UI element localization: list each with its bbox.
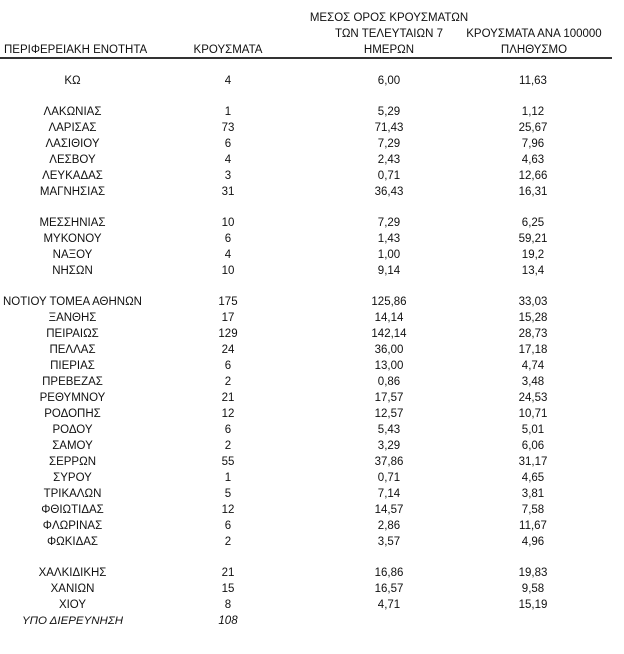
cases-cell: 10 [221, 217, 235, 229]
region-cell: ΦΘΙΩΤΙΔΑΣ [41, 504, 104, 516]
table-row [0, 613, 620, 629]
cases-cell: 2 [224, 536, 232, 548]
table-row [0, 136, 620, 152]
table-header [0, 0, 620, 58]
table-row [0, 597, 620, 613]
cases-cell: 2 [224, 440, 232, 452]
region-cell: ΛΑΡΙΣΑΣ [48, 122, 97, 134]
table-row [0, 534, 620, 550]
table-row [0, 422, 620, 438]
per100k-cell: 4,63 [521, 154, 545, 166]
table-row [0, 502, 620, 518]
table-row [0, 406, 620, 422]
table-body [0, 73, 620, 629]
cases-cell: 1 [224, 472, 232, 484]
cases-cell: 21 [221, 392, 235, 404]
table-row [0, 390, 620, 406]
cases-cell: 6 [224, 138, 232, 150]
region-cell: ΧΑΛΚΙΔΙΚΗΣ [38, 567, 107, 579]
group-spacer [0, 200, 620, 215]
per100k-cell: 19,83 [518, 567, 548, 579]
header-per100k-line2: ΠΛΗΘΥΣΜΟ [500, 44, 568, 56]
table-row [0, 518, 620, 534]
table-row [0, 565, 620, 581]
avg7-cell: 5,43 [377, 424, 401, 436]
per100k-cell: 4,74 [521, 360, 545, 372]
avg7-cell: 12,57 [374, 408, 404, 420]
table-row [0, 263, 620, 279]
per100k-cell: 59,21 [518, 233, 548, 245]
per100k-cell: 4,65 [521, 472, 545, 484]
region-cell: ΝΟΤΙΟΥ ΤΟΜΕΑ ΑΘΗΝΩΝ [3, 296, 142, 308]
per100k-cell: 1,12 [521, 106, 545, 118]
table-row [0, 168, 620, 184]
region-cell: ΧΑΝΙΩΝ [50, 583, 95, 595]
table-row [0, 294, 620, 310]
avg7-cell: 7,14 [377, 488, 401, 500]
per100k-cell: 19,2 [521, 249, 545, 261]
per100k-cell: 24,53 [518, 392, 548, 404]
per100k-cell: 17,18 [518, 344, 548, 356]
region-cell: ΥΠΟ ΔΙΕΡΕΥΝΗΣΗ [21, 615, 124, 627]
cases-cell: 4 [224, 249, 232, 261]
region-cell: ΞΑΝΘΗΣ [48, 312, 97, 324]
avg7-cell: 7,29 [377, 217, 401, 229]
cases-cell: 129 [218, 328, 238, 340]
avg7-cell: 1,43 [377, 233, 401, 245]
table-row [0, 310, 620, 326]
table-row [0, 215, 620, 231]
table-row [0, 486, 620, 502]
region-cell: ΡΕΘΥΜΝΟΥ [39, 392, 106, 404]
avg7-cell: 3,57 [377, 536, 401, 548]
per100k-cell: 15,28 [518, 312, 548, 324]
table-row [0, 326, 620, 342]
avg7-cell: 3,29 [377, 440, 401, 452]
table-row [0, 231, 620, 247]
avg7-cell: 4,71 [377, 599, 401, 611]
avg7-cell: 13,00 [374, 360, 404, 372]
per100k-cell: 3,81 [521, 488, 545, 500]
cases-cell: 12 [221, 504, 235, 516]
cases-cell: 55 [221, 456, 235, 468]
per100k-cell: 6,25 [521, 217, 545, 229]
region-cell: ΝΑΞΟΥ [52, 249, 93, 261]
per100k-cell: 31,17 [518, 456, 548, 468]
per100k-cell: 5,01 [521, 424, 545, 436]
avg7-cell: 125,86 [371, 296, 407, 308]
region-cell: ΜΥΚΟΝΟΥ [43, 233, 102, 245]
cases-cell: 17 [221, 312, 235, 324]
avg7-cell: 6,00 [377, 75, 401, 87]
avg7-cell: 7,29 [377, 138, 401, 150]
region-cell: ΦΩΚΙΔΑΣ [46, 536, 99, 548]
avg7-cell: 16,86 [374, 567, 404, 579]
cases-cell: 15 [221, 583, 235, 595]
group-spacer [0, 550, 620, 565]
table-row [0, 358, 620, 374]
cases-cell: 10 [221, 265, 235, 277]
per100k-cell: 4,96 [521, 536, 545, 548]
region-cell: ΚΩ [64, 75, 81, 87]
cases-cell: 2 [224, 376, 232, 388]
cases-cell: 73 [221, 122, 235, 134]
cases-cell: 5 [224, 488, 232, 500]
region-cell: ΡΟΔΟΥ [52, 424, 93, 436]
per100k-cell: 6,06 [521, 440, 545, 452]
per100k-cell: 10,71 [518, 408, 548, 420]
table-row [0, 454, 620, 470]
per100k-cell: 7,58 [521, 504, 545, 516]
table-row [0, 73, 620, 89]
avg7-cell: 9,14 [377, 265, 401, 277]
avg7-cell: 37,86 [374, 456, 404, 468]
table-row [0, 342, 620, 358]
per100k-cell: 15,19 [518, 599, 548, 611]
group-spacer [0, 89, 620, 104]
header-cases-label: ΚΡΟΥΣΜΑΤΑ [193, 44, 263, 56]
avg7-cell: 0,86 [377, 376, 401, 388]
table-row [0, 374, 620, 390]
region-cell: ΠΕΙΡΑΙΩΣ [46, 328, 99, 340]
region-cell: ΠΙΕΡΙΑΣ [50, 360, 95, 372]
region-cell: ΛΕΣΒΟΥ [49, 154, 96, 166]
table-row [0, 438, 620, 454]
region-cell: ΜΑΓΝΗΣΙΑΣ [39, 186, 106, 198]
avg7-cell: 14,57 [374, 504, 404, 516]
region-cell: ΝΗΣΩΝ [52, 265, 93, 277]
avg7-cell: 71,43 [374, 122, 404, 134]
avg7-cell: 1,00 [377, 249, 401, 261]
region-cell: ΡΟΔΟΠΗΣ [44, 408, 101, 420]
table-row [0, 104, 620, 120]
per100k-cell: 28,73 [518, 328, 548, 340]
table-row [0, 120, 620, 136]
cases-cell: 6 [224, 424, 232, 436]
avg7-cell: 2,86 [377, 520, 401, 532]
cases-cell: 3 [224, 170, 232, 182]
per100k-cell: 9,58 [521, 583, 545, 595]
avg7-cell: 5,29 [377, 106, 401, 118]
cases-cell: 175 [218, 296, 238, 308]
table-row [0, 152, 620, 168]
header-per100k-line1: ΚΡΟΥΣΜΑΤΑ ΑΝΑ 100000 [466, 28, 602, 40]
avg7-cell: 0,71 [377, 472, 401, 484]
region-cell: ΣΥΡΟΥ [53, 472, 92, 484]
header-avg7-line3: ΗΜΕΡΩΝ [363, 44, 415, 56]
per100k-cell: 11,67 [519, 520, 547, 532]
region-cell: ΛΑΚΩΝΙΑΣ [43, 106, 102, 118]
region-cell: ΣΕΡΡΩΝ [48, 456, 97, 468]
region-cell: ΛΑΣΙΘΙΟΥ [45, 138, 100, 150]
per100k-cell: 16,31 [518, 186, 548, 198]
cases-cell: 12 [221, 408, 235, 420]
header-avg7-line1: ΜΕΣΟΣ ΟΡΟΣ ΚΡΟΥΣΜΑΤΩΝ [309, 12, 469, 24]
per100k-cell: 25,67 [518, 122, 548, 134]
region-cell: ΛΕΥΚΑΔΑΣ [42, 170, 103, 182]
cases-cell: 4 [224, 75, 232, 87]
header-per100k [448, 26, 620, 58]
per100k-cell: 3,48 [521, 376, 545, 388]
avg7-cell: 36,00 [374, 344, 404, 356]
header-divider [0, 57, 612, 59]
header-region [2, 42, 174, 58]
per100k-cell: 12,66 [518, 170, 548, 182]
cases-cell: 31 [221, 186, 235, 198]
cases-cell: 108 [218, 615, 238, 627]
region-cell: ΧΙΟΥ [58, 599, 87, 611]
cases-cell: 24 [221, 344, 235, 356]
table-row [0, 581, 620, 597]
avg7-cell: 2,43 [377, 154, 401, 166]
group-spacer [0, 279, 620, 294]
region-cell: ΦΛΩΡΙΝΑΣ [42, 520, 103, 532]
cases-cell: 6 [224, 360, 232, 372]
avg7-cell: 17,57 [374, 392, 404, 404]
table-row [0, 184, 620, 200]
per100k-cell: 11,63 [519, 75, 547, 87]
cases-cell: 8 [224, 599, 232, 611]
per100k-cell: 33,03 [518, 296, 548, 308]
cases-cell: 4 [224, 154, 232, 166]
avg7-cell: 142,14 [371, 328, 407, 340]
region-cell: ΜΕΣΣΗΝΙΑΣ [39, 217, 106, 229]
avg7-cell: 14,14 [374, 312, 404, 324]
region-cell: ΣΑΜΟΥ [52, 440, 93, 452]
cases-cell: 6 [224, 233, 232, 245]
header-avg7-line2: ΤΩΝ ΤΕΛΕΥΤΑΙΩΝ 7 [335, 28, 443, 40]
avg7-cell: 36,43 [374, 186, 404, 198]
region-cell: ΤΡΙΚΑΛΩΝ [43, 488, 102, 500]
avg7-cell: 16,57 [374, 583, 404, 595]
cases-cell: 6 [224, 520, 232, 532]
per100k-cell: 13,4 [521, 265, 545, 277]
header-region-label: ΠΕΡΙΦΕΡΕΙΑΚΗ ΕΝΟΤΗΤΑ [4, 44, 148, 56]
region-cell: ΠΡΕΒΕΖΑΣ [42, 376, 103, 388]
cases-cell: 1 [224, 106, 232, 118]
region-cell: ΠΕΛΛΑΣ [49, 344, 96, 356]
header-cases [188, 42, 268, 58]
cases-cell: 21 [221, 567, 235, 579]
per100k-cell: 7,96 [521, 138, 545, 150]
table-row [0, 247, 620, 263]
avg7-cell: 0,71 [377, 170, 401, 182]
table-row [0, 470, 620, 486]
